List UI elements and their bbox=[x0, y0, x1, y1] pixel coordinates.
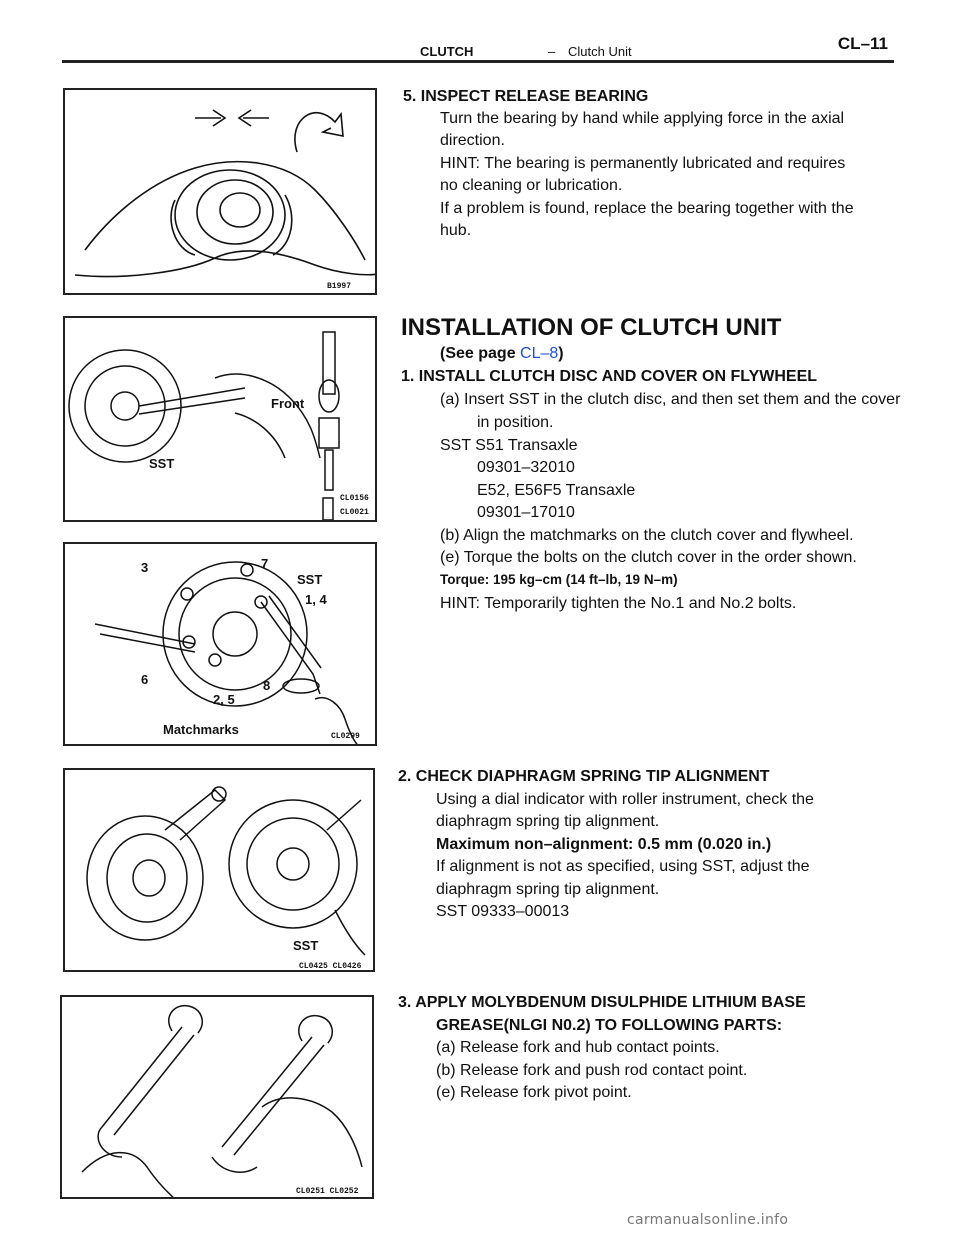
step1-a-line-2: in position. bbox=[477, 414, 554, 431]
sst-line-3: E52, E56F5 Transaxle bbox=[477, 482, 636, 499]
figure-release-fork bbox=[60, 995, 374, 1199]
step3-b: (b) Release fork and push rod contact point. bbox=[436, 1062, 748, 1079]
figure-code-1: CL0156 bbox=[340, 494, 369, 503]
label-sst: SST bbox=[293, 938, 319, 953]
torque-spec: Torque: 195 kg–cm (14 ft–lb, 19 N–m) bbox=[440, 572, 678, 587]
step5-line-1: Turn the bearing by hand while applying force in the axial bbox=[440, 110, 845, 127]
page-header bbox=[62, 30, 894, 63]
step3-e: (e) Release fork pivot point. bbox=[436, 1084, 632, 1101]
label-sst: SST bbox=[297, 572, 323, 587]
step5-line-6: hub. bbox=[440, 222, 472, 239]
figure-torque-order bbox=[63, 542, 377, 746]
step1-e: (e) Torque the bolts on the clutch cover in the order shown. bbox=[440, 549, 857, 566]
see-page-prefix: (See page bbox=[440, 345, 521, 362]
label-7: 7 bbox=[261, 556, 269, 571]
sst-line-1: SST S51 Transaxle bbox=[440, 437, 578, 454]
see-page-suffix: ) bbox=[558, 345, 564, 362]
label-sst: SST bbox=[149, 456, 175, 471]
step2-line-1: Using a dial indicator with roller instrument, check the bbox=[436, 791, 814, 808]
label-front: Front bbox=[271, 396, 305, 411]
release-bearing-illustration bbox=[65, 90, 377, 295]
figure-code: CL0299 bbox=[331, 732, 360, 741]
watermark: carmanualsonline.info bbox=[627, 1212, 789, 1228]
figure-code: CL0251 CL0252 bbox=[296, 1187, 359, 1196]
step5-line-5: If a problem is found, replace the bearing together with the bbox=[440, 200, 854, 217]
label-6: 6 bbox=[141, 672, 149, 687]
see-page-link[interactable]: CL–8 bbox=[520, 345, 559, 362]
sst-line-2: 09301–32010 bbox=[477, 459, 575, 476]
step1-hint: HINT: Temporarily tighten the No.1 and No.2 bolts. bbox=[440, 595, 797, 612]
step2-line-2: diaphragm spring tip alignment. bbox=[436, 813, 660, 830]
figure-diaphragm-alignment bbox=[63, 768, 375, 972]
figure-sst-front bbox=[63, 316, 377, 522]
sst-insert-illustration bbox=[65, 318, 377, 522]
label-2-5: 2, 5 bbox=[213, 692, 235, 707]
step5-heading: 5. INSPECT RELEASE BEARING bbox=[403, 88, 649, 105]
release-fork-illustration bbox=[62, 997, 374, 1199]
label-matchmarks: Matchmarks bbox=[163, 722, 239, 737]
step2-spec: Maximum non–alignment: 0.5 mm (0.020 in.) bbox=[436, 836, 772, 853]
step2-sst: SST 09333–00013 bbox=[436, 903, 570, 920]
torque-order-illustration bbox=[65, 544, 377, 746]
sst-line-4: 09301–17010 bbox=[477, 504, 575, 521]
label-8: 8 bbox=[263, 678, 271, 693]
label-1-4: 1, 4 bbox=[305, 592, 327, 607]
header-dash: – bbox=[548, 44, 556, 59]
arrow-left-icon bbox=[239, 110, 269, 126]
header-section: CLUTCH bbox=[420, 44, 474, 59]
step5-line-2: direction. bbox=[440, 132, 505, 149]
label-3: 3 bbox=[141, 560, 149, 575]
figure-code-2: CL0021 bbox=[340, 508, 369, 517]
rotate-arrow-icon bbox=[295, 113, 343, 152]
step3-heading-2: GREASE(NLGI N0.2) TO FOLLOWING PARTS: bbox=[436, 1017, 783, 1034]
header-subsection: Clutch Unit bbox=[568, 44, 632, 59]
diaphragm-alignment-illustration bbox=[65, 770, 375, 972]
step3-a: (a) Release fork and hub contact points. bbox=[436, 1039, 720, 1056]
step2-line-3: If alignment is not as specified, using SST, adjust the bbox=[436, 858, 810, 875]
figure-code: CL0425 CL0426 bbox=[299, 962, 362, 971]
step5-line-3: HINT: The bearing is permanently lubricated and requires bbox=[440, 155, 846, 172]
arrow-right-icon bbox=[195, 110, 225, 126]
step1-a-line-1: (a) Insert SST in the clutch disc, and then set them and the cover bbox=[440, 391, 901, 408]
section-title: INSTALLATION OF CLUTCH UNIT bbox=[401, 314, 782, 341]
step5-line-4: no cleaning or lubrication. bbox=[440, 177, 623, 194]
step3-heading-1: 3. APPLY MOLYBDENUM DISULPHIDE LITHIUM BASE bbox=[398, 994, 806, 1011]
figure-release-bearing bbox=[63, 88, 377, 295]
step2-line-4: diaphragm spring tip alignment. bbox=[436, 881, 660, 898]
step1-b: (b) Align the matchmarks on the clutch cover and flywheel. bbox=[440, 527, 854, 544]
see-page-ref bbox=[440, 343, 564, 366]
step1-heading: 1. INSTALL CLUTCH DISC AND COVER ON FLYWHEEL bbox=[401, 368, 818, 385]
step2-heading: 2. CHECK DIAPHRAGM SPRING TIP ALIGNMENT bbox=[398, 768, 770, 785]
figure-code: B1997 bbox=[327, 282, 352, 291]
page-number: CL–11 bbox=[837, 34, 888, 53]
